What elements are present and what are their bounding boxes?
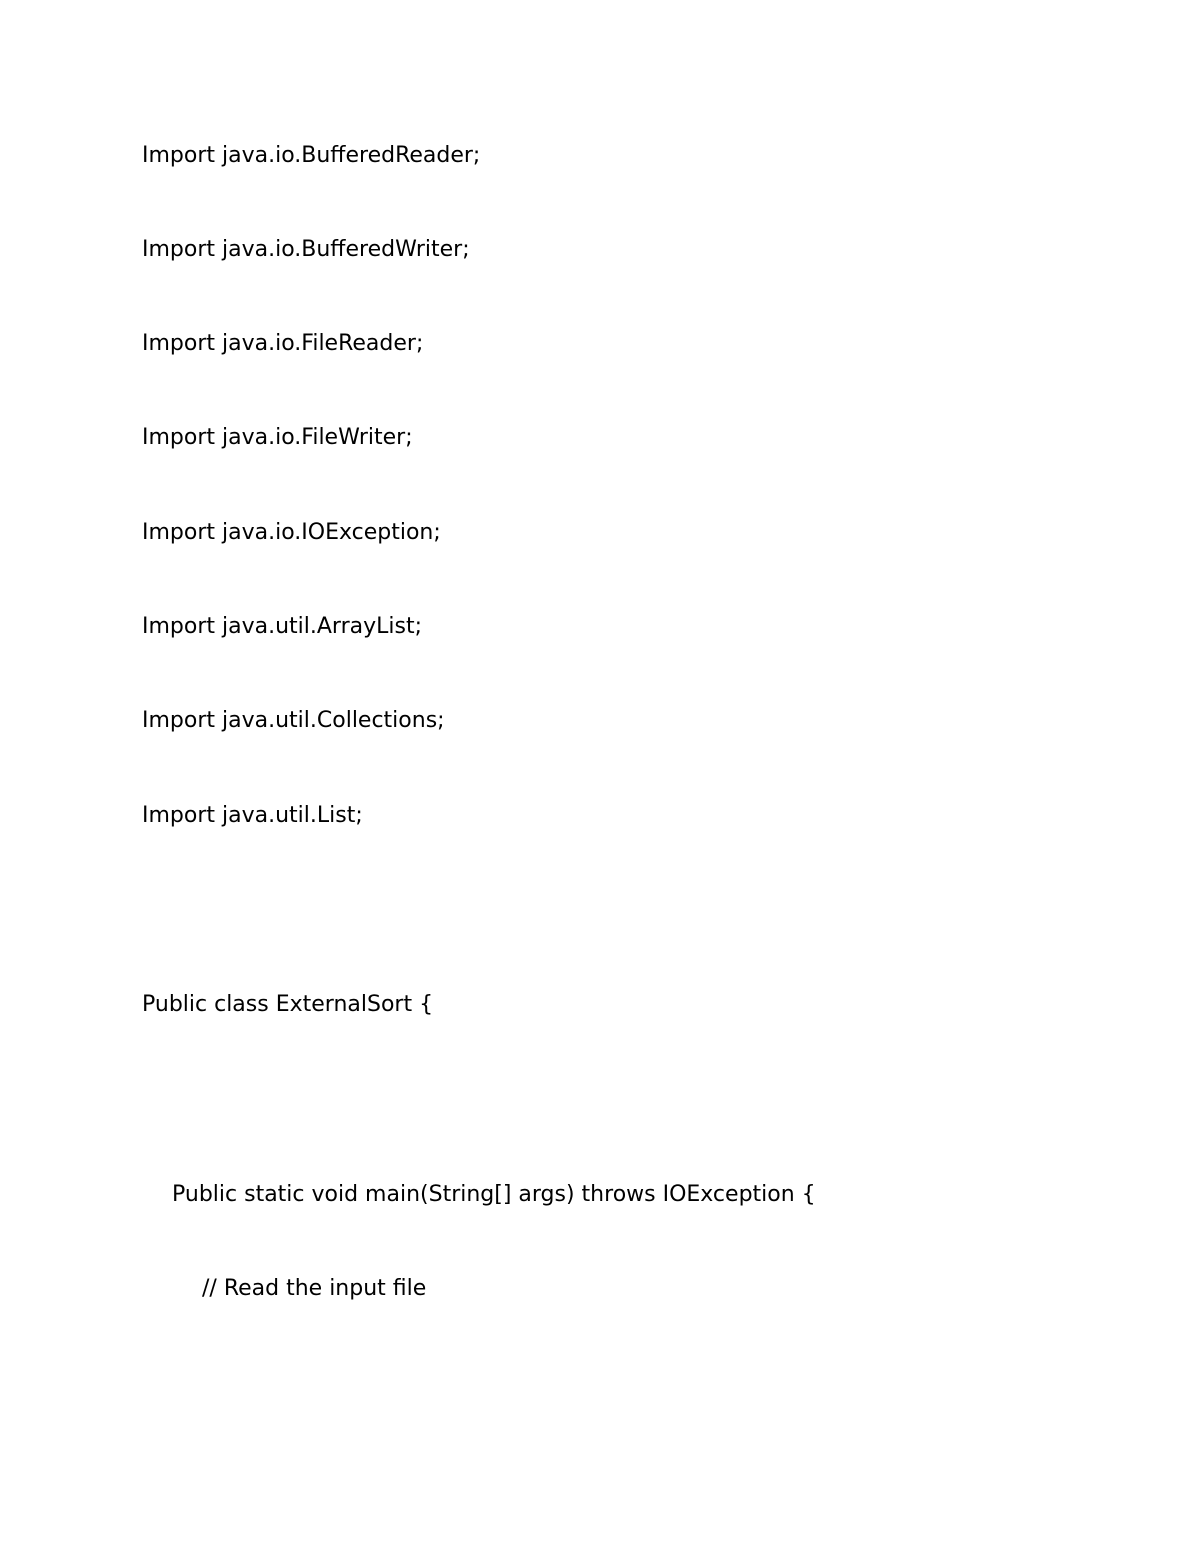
code-line-comment: // Read the input file	[202, 1276, 427, 1301]
code-line-import-list: Import java.util.List;	[142, 803, 363, 828]
code-line-import-buffered-reader: Import java.io.BufferedReader;	[142, 143, 481, 168]
code-line-class-declaration: Public class ExternalSort {	[142, 992, 434, 1017]
code-line-import-io-exception: Import java.io.IOException;	[142, 520, 441, 545]
code-line-import-collections: Import java.util.Collections;	[142, 708, 445, 733]
code-line-main-method: Public static void main(String[] args) throws IOException {	[172, 1182, 816, 1207]
code-line-import-array-list: Import java.util.ArrayList;	[142, 614, 423, 639]
code-line-import-file-writer: Import java.io.FileWriter;	[142, 425, 413, 450]
code-line-import-buffered-writer: Import java.io.BufferedWriter;	[142, 237, 470, 262]
code-line-import-file-reader: Import java.io.FileReader;	[142, 331, 424, 356]
